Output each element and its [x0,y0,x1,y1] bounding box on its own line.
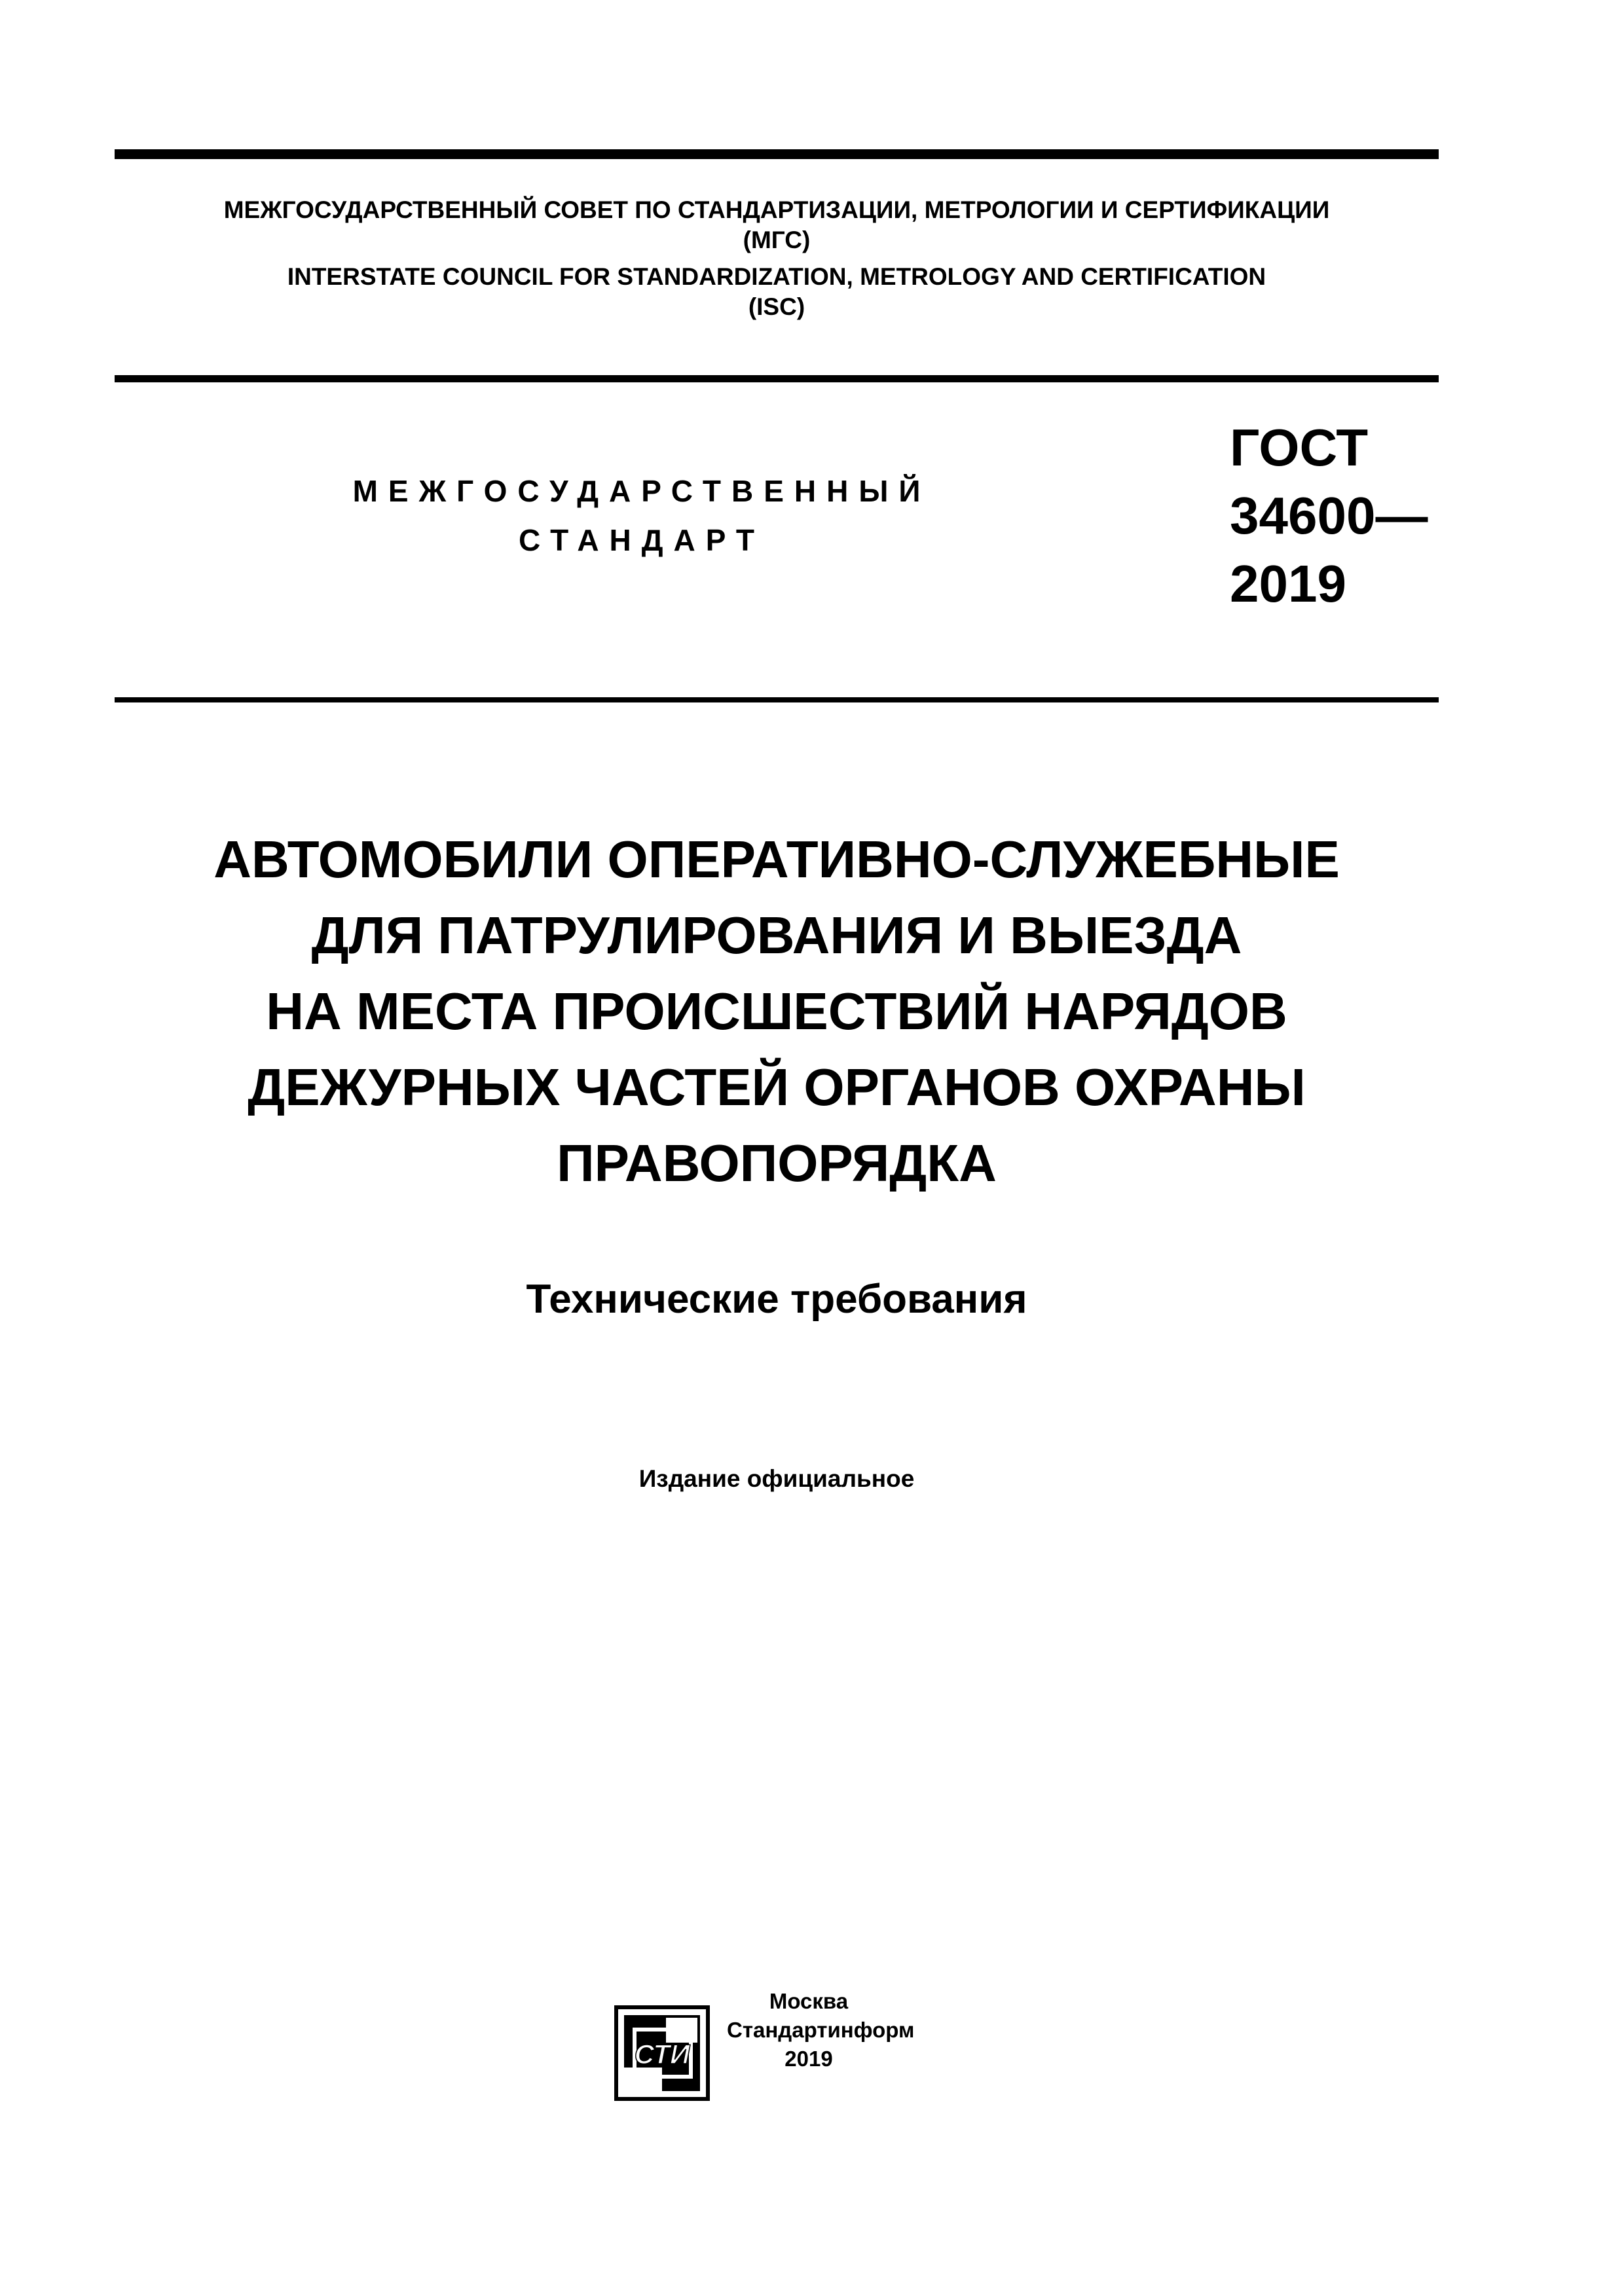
title-line: ДЛЯ ПАТРУЛИРОВАНИЯ И ВЫЕЗДА [311,906,1242,964]
header-bottom-rule [115,697,1439,702]
logo-lettering: СТИ [634,2039,690,2069]
publisher-name: Стандартинформ [727,2018,915,2042]
publisher-block [727,1987,915,2073]
document-title [115,822,1439,1201]
title-line: АВТОМОБИЛИ ОПЕРАТИВНО-СЛУЖЕБНЫЕ [213,830,1340,888]
document-subtitle: Технические требования [526,1277,1027,1322]
publisher-year: 2019 [784,2047,833,2071]
standard-designation: ГОСТ [1230,418,1369,477]
publisher-city: Москва [769,1989,849,2013]
council-name-en: INTERSTATE COUNCIL FOR STANDARDIZATION, METROLOGY AND CERTIFICATION [287,263,1266,290]
standartinform-logo [612,2003,712,2103]
standard-number [1230,414,1428,618]
council-abbr-en: (ISC) [748,293,805,320]
title-line: НА МЕСТА ПРОИСШЕСТВИЙ НАРЯДОВ [266,982,1287,1040]
council-abbr-ru: (МГС) [743,227,811,253]
edition-label: Издание официальное [638,1465,915,1492]
title-line: ПРАВОПОРЯДКА [557,1134,997,1192]
title-line: ДЕЖУРНЫХ ЧАСТЕЙ ОРГАНОВ ОХРАНЫ [248,1058,1306,1116]
council-bottom-rule [115,375,1439,382]
standard-year: 2019 [1230,555,1346,613]
top-rule [115,149,1439,159]
council-name-ru: МЕЖГОСУДАРСТВЕННЫЙ СОВЕТ ПО СТАНДАРТИЗАЦИИ, МЕТРОЛОГИИ И СЕРТИФИКАЦИИ [223,196,1330,223]
standard-type-line2: СТАНДАРТ [519,523,765,557]
standard-type-line1: МЕЖГОСУДАРСТВЕННЫЙ [352,474,931,508]
council-header [115,195,1439,322]
standard-number-value: 34600— [1230,486,1428,545]
standard-type [275,467,1008,565]
